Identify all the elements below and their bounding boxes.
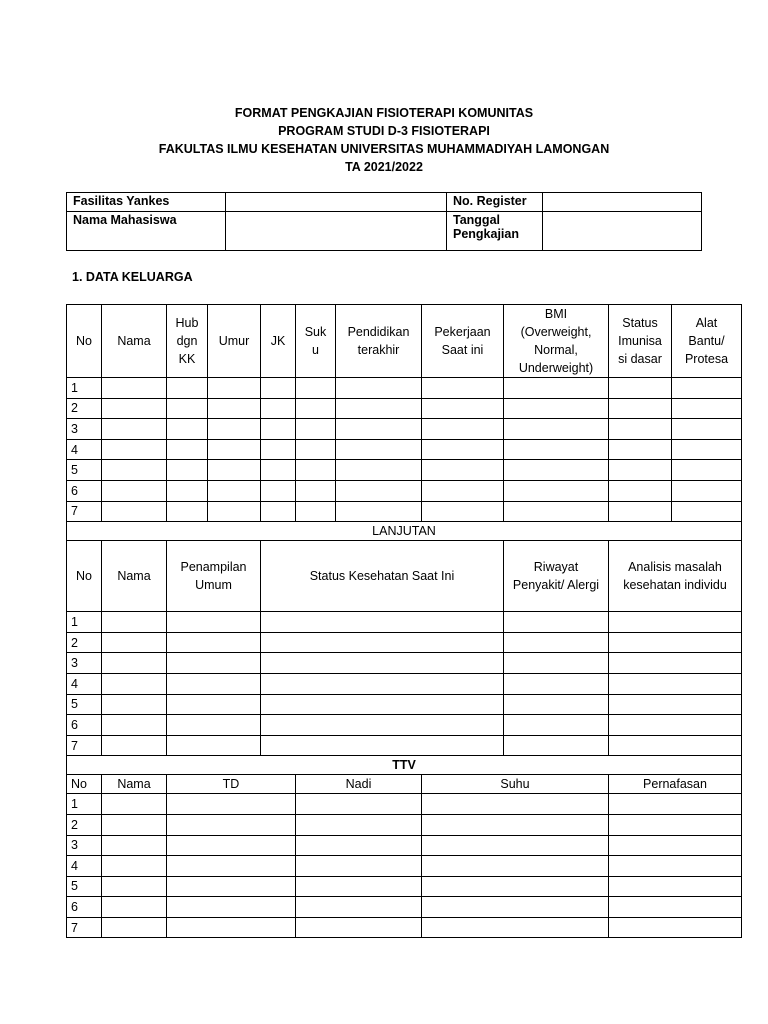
table-cell[interactable]	[167, 715, 261, 736]
table-cell[interactable]	[167, 917, 296, 938]
col-header: BMI (Overweight, Normal, Underweight)	[504, 305, 609, 378]
table-cell[interactable]	[504, 460, 609, 481]
table-cell[interactable]	[167, 439, 208, 460]
row-number: 2	[67, 632, 102, 653]
row-number: 6	[67, 480, 102, 501]
table-cell[interactable]	[422, 480, 504, 501]
table-cell[interactable]	[504, 480, 609, 501]
lanjutan-title: LANJUTAN	[67, 522, 742, 541]
table-cell[interactable]	[336, 419, 422, 440]
table-cell[interactable]	[261, 501, 296, 522]
table-cell[interactable]	[261, 378, 296, 399]
table-row	[67, 794, 742, 815]
table-cell[interactable]	[609, 501, 672, 522]
table-cell[interactable]	[609, 460, 672, 481]
row-number: 5	[67, 694, 102, 715]
title-line-2: PROGRAM STUDI D-3 FISIOTERAPI	[278, 124, 490, 138]
table-row	[67, 501, 742, 522]
table-row	[67, 460, 742, 481]
table-cell[interactable]	[167, 398, 208, 419]
table-row	[67, 419, 742, 440]
table-cell[interactable]	[609, 814, 742, 835]
table-cell[interactable]	[296, 917, 422, 938]
table-cell[interactable]	[336, 480, 422, 501]
col-header: No	[67, 775, 102, 794]
table-row	[67, 876, 742, 897]
table-cell[interactable]	[672, 419, 742, 440]
table-cell[interactable]	[208, 501, 261, 522]
table-cell[interactable]	[102, 856, 167, 877]
table-cell[interactable]	[336, 501, 422, 522]
table-cell[interactable]	[296, 501, 336, 522]
col-header: Hub dgn KK	[167, 305, 208, 378]
row-number: 4	[67, 439, 102, 460]
table-cell[interactable]	[102, 612, 167, 633]
table-cell[interactable]	[336, 460, 422, 481]
ttv-title: TTV	[67, 756, 742, 775]
table-cell[interactable]	[504, 419, 609, 440]
table-cell[interactable]	[261, 653, 504, 674]
table-cell[interactable]	[296, 814, 422, 835]
table-cell[interactable]	[504, 715, 609, 736]
table-cell[interactable]	[504, 632, 609, 653]
table-cell[interactable]	[102, 794, 167, 815]
title-line-4: TA 2021/2022	[345, 160, 423, 174]
info-table	[66, 192, 702, 251]
table-cell[interactable]	[609, 653, 742, 674]
row-number: 7	[67, 501, 102, 522]
table-row	[67, 632, 742, 653]
table-cell[interactable]	[167, 814, 296, 835]
table-cell[interactable]	[102, 378, 167, 399]
table-cell[interactable]	[167, 794, 296, 815]
table-cell[interactable]	[609, 876, 742, 897]
table-cell[interactable]	[102, 835, 167, 856]
table-cell[interactable]	[296, 378, 336, 399]
fasilitas-value[interactable]	[226, 193, 447, 212]
table-cell[interactable]	[504, 694, 609, 715]
table-cell[interactable]	[208, 460, 261, 481]
table-row	[67, 673, 742, 694]
row-number: 1	[67, 612, 102, 633]
row-number: 1	[67, 794, 102, 815]
row-number: 2	[67, 814, 102, 835]
table-cell[interactable]	[422, 398, 504, 419]
title-line-3: FAKULTAS ILMU KESEHATAN UNIVERSITAS MUHAMMADIYAH LAMONGAN	[158, 142, 610, 156]
table-cell[interactable]	[102, 897, 167, 918]
col-header: Nama	[102, 775, 167, 794]
row-number: 6	[67, 715, 102, 736]
table-cell[interactable]	[609, 715, 742, 736]
table-cell[interactable]	[261, 694, 504, 715]
table-cell[interactable]	[504, 439, 609, 460]
table-cell[interactable]	[102, 653, 167, 674]
table-cell[interactable]	[102, 673, 167, 694]
table-cell[interactable]	[167, 876, 296, 897]
table-cell[interactable]	[167, 612, 261, 633]
table-cell[interactable]	[296, 480, 336, 501]
table-cell[interactable]	[336, 439, 422, 460]
table-cell[interactable]	[609, 612, 742, 633]
table-row	[67, 378, 742, 399]
table-cell[interactable]	[167, 897, 296, 918]
table-cell[interactable]	[422, 378, 504, 399]
table-cell[interactable]	[167, 694, 261, 715]
fasilitas-label: Fasilitas Yankes	[67, 193, 226, 212]
table-cell[interactable]	[422, 501, 504, 522]
row-number: 4	[67, 673, 102, 694]
table-cell[interactable]	[422, 460, 504, 481]
col-header: No	[67, 541, 102, 612]
table-cell[interactable]	[167, 856, 296, 877]
table-cell[interactable]	[609, 694, 742, 715]
table-cell[interactable]	[261, 735, 504, 756]
table-cell[interactable]	[102, 632, 167, 653]
table-cell[interactable]	[261, 460, 296, 481]
table-cell[interactable]	[296, 439, 336, 460]
table-cell[interactable]	[102, 715, 167, 736]
table-cell[interactable]	[609, 794, 742, 815]
table-row	[67, 612, 742, 633]
table-cell[interactable]	[208, 480, 261, 501]
table-cell[interactable]	[261, 398, 296, 419]
table-cell[interactable]	[504, 378, 609, 399]
col-header: Nama	[102, 305, 167, 378]
family-data-table	[66, 304, 742, 938]
nama-mahasiswa-label: Nama Mahasiswa	[67, 212, 226, 251]
table-cell[interactable]	[504, 501, 609, 522]
table-cell[interactable]	[609, 673, 742, 694]
table-cell[interactable]	[102, 814, 167, 835]
section-data-keluarga: 1. DATA KELUARGA	[72, 270, 193, 284]
table-cell[interactable]	[296, 835, 422, 856]
col-header: Pekerjaan Saat ini	[422, 305, 504, 378]
table-cell[interactable]	[102, 917, 167, 938]
col-header: No	[67, 305, 102, 378]
table-cell[interactable]	[296, 876, 422, 897]
table-cell[interactable]	[167, 735, 261, 756]
table-cell[interactable]	[296, 794, 422, 815]
table-cell[interactable]	[609, 917, 742, 938]
col-header: Pernafasan	[609, 775, 742, 794]
register-value[interactable]	[543, 193, 702, 212]
col-header: Analisis masalah kesehatan individu	[609, 541, 742, 612]
table-cell[interactable]	[167, 419, 208, 440]
table-row	[67, 480, 742, 501]
table-cell[interactable]	[504, 653, 609, 674]
table-cell[interactable]	[609, 378, 672, 399]
table-cell[interactable]	[609, 735, 742, 756]
col-header: Nama	[102, 541, 167, 612]
table-cell[interactable]	[261, 612, 504, 633]
row-number: 5	[67, 460, 102, 481]
table-row	[67, 398, 742, 419]
row-number: 2	[67, 398, 102, 419]
tanggal-label: Tanggal Pengkajian	[447, 212, 543, 251]
table-cell[interactable]	[296, 856, 422, 877]
table-cell[interactable]	[422, 794, 609, 815]
table-cell[interactable]	[208, 378, 261, 399]
table-cell[interactable]	[336, 398, 422, 419]
table-cell[interactable]	[208, 439, 261, 460]
table-cell[interactable]	[672, 439, 742, 460]
table-cell[interactable]	[609, 398, 672, 419]
col-header: Status Kesehatan Saat Ini	[261, 541, 504, 612]
table-cell[interactable]	[609, 480, 672, 501]
title-line-1: FORMAT PENGKAJIAN FISIOTERAPI KOMUNITAS	[234, 106, 534, 120]
row-number: 1	[67, 378, 102, 399]
table-cell[interactable]	[261, 715, 504, 736]
table-cell[interactable]	[102, 735, 167, 756]
table-cell[interactable]	[672, 398, 742, 419]
table-row	[67, 715, 742, 736]
table-cell[interactable]	[167, 653, 261, 674]
row-number: 7	[67, 917, 102, 938]
col-header: TD	[167, 775, 296, 794]
table-row	[67, 814, 742, 835]
row-number: 7	[67, 735, 102, 756]
document-title	[0, 104, 768, 176]
table-cell[interactable]	[422, 835, 609, 856]
table-cell[interactable]	[422, 419, 504, 440]
col-header: Umur	[208, 305, 261, 378]
nama-mahasiswa-value[interactable]	[226, 212, 447, 251]
col-header: Suk u	[296, 305, 336, 378]
table-cell[interactable]	[422, 876, 609, 897]
row-number: 3	[67, 653, 102, 674]
col-header: JK	[261, 305, 296, 378]
table-cell[interactable]	[422, 439, 504, 460]
col-header: Suhu	[422, 775, 609, 794]
table-cell[interactable]	[102, 501, 167, 522]
table-cell[interactable]	[167, 835, 296, 856]
table-cell[interactable]	[102, 694, 167, 715]
table-cell[interactable]	[296, 460, 336, 481]
table-row	[67, 917, 742, 938]
table-row	[67, 653, 742, 674]
table-cell[interactable]	[102, 480, 167, 501]
table-row	[67, 835, 742, 856]
table-row	[67, 694, 742, 715]
table-row	[67, 439, 742, 460]
table-cell[interactable]	[102, 419, 167, 440]
col-header: Nadi	[296, 775, 422, 794]
table-cell[interactable]	[167, 501, 208, 522]
table-row	[67, 856, 742, 877]
table-cell[interactable]	[261, 419, 296, 440]
table-cell[interactable]	[102, 439, 167, 460]
table-cell[interactable]	[167, 460, 208, 481]
table-cell[interactable]	[296, 897, 422, 918]
table-cell[interactable]	[296, 398, 336, 419]
table-cell[interactable]	[102, 398, 167, 419]
table-cell[interactable]	[609, 897, 742, 918]
table-cell[interactable]	[167, 673, 261, 694]
table-cell[interactable]	[504, 398, 609, 419]
table-cell[interactable]	[672, 378, 742, 399]
table-cell[interactable]	[609, 419, 672, 440]
table-cell[interactable]	[261, 632, 504, 653]
col-header: Alat Bantu/ Protesa	[672, 305, 742, 378]
table-cell[interactable]	[261, 480, 296, 501]
table-cell[interactable]	[102, 460, 167, 481]
table-cell[interactable]	[208, 398, 261, 419]
table-cell[interactable]	[504, 673, 609, 694]
table-cell[interactable]	[609, 835, 742, 856]
table-cell[interactable]	[167, 378, 208, 399]
table-cell[interactable]	[609, 856, 742, 877]
table-cell[interactable]	[504, 612, 609, 633]
table-cell[interactable]	[422, 917, 609, 938]
col-header: Status Imunisa si dasar	[609, 305, 672, 378]
table-cell[interactable]	[296, 419, 336, 440]
table-cell[interactable]	[208, 419, 261, 440]
table-cell[interactable]	[609, 632, 742, 653]
table-cell[interactable]	[167, 632, 261, 653]
table-cell[interactable]	[672, 480, 742, 501]
tanggal-value[interactable]	[543, 212, 702, 251]
row-number: 3	[67, 835, 102, 856]
table-cell[interactable]	[609, 439, 672, 460]
table-cell[interactable]	[102, 876, 167, 897]
row-number: 3	[67, 419, 102, 440]
col-header: Pendidikan terakhir	[336, 305, 422, 378]
table-cell[interactable]	[336, 378, 422, 399]
table-cell[interactable]	[261, 439, 296, 460]
table-row	[67, 897, 742, 918]
table-cell[interactable]	[504, 735, 609, 756]
table-cell[interactable]	[167, 480, 208, 501]
table-cell[interactable]	[422, 856, 609, 877]
table-cell[interactable]	[672, 460, 742, 481]
table-cell[interactable]	[422, 814, 609, 835]
col-header: Riwayat Penyakit/ Alergi	[504, 541, 609, 612]
register-label: No. Register	[447, 193, 543, 212]
row-number: 4	[67, 856, 102, 877]
row-number: 6	[67, 897, 102, 918]
table-cell[interactable]	[261, 673, 504, 694]
col-header: Penampilan Umum	[167, 541, 261, 612]
table-cell[interactable]	[672, 501, 742, 522]
table-row	[67, 735, 742, 756]
table-cell[interactable]	[422, 897, 609, 918]
row-number: 5	[67, 876, 102, 897]
